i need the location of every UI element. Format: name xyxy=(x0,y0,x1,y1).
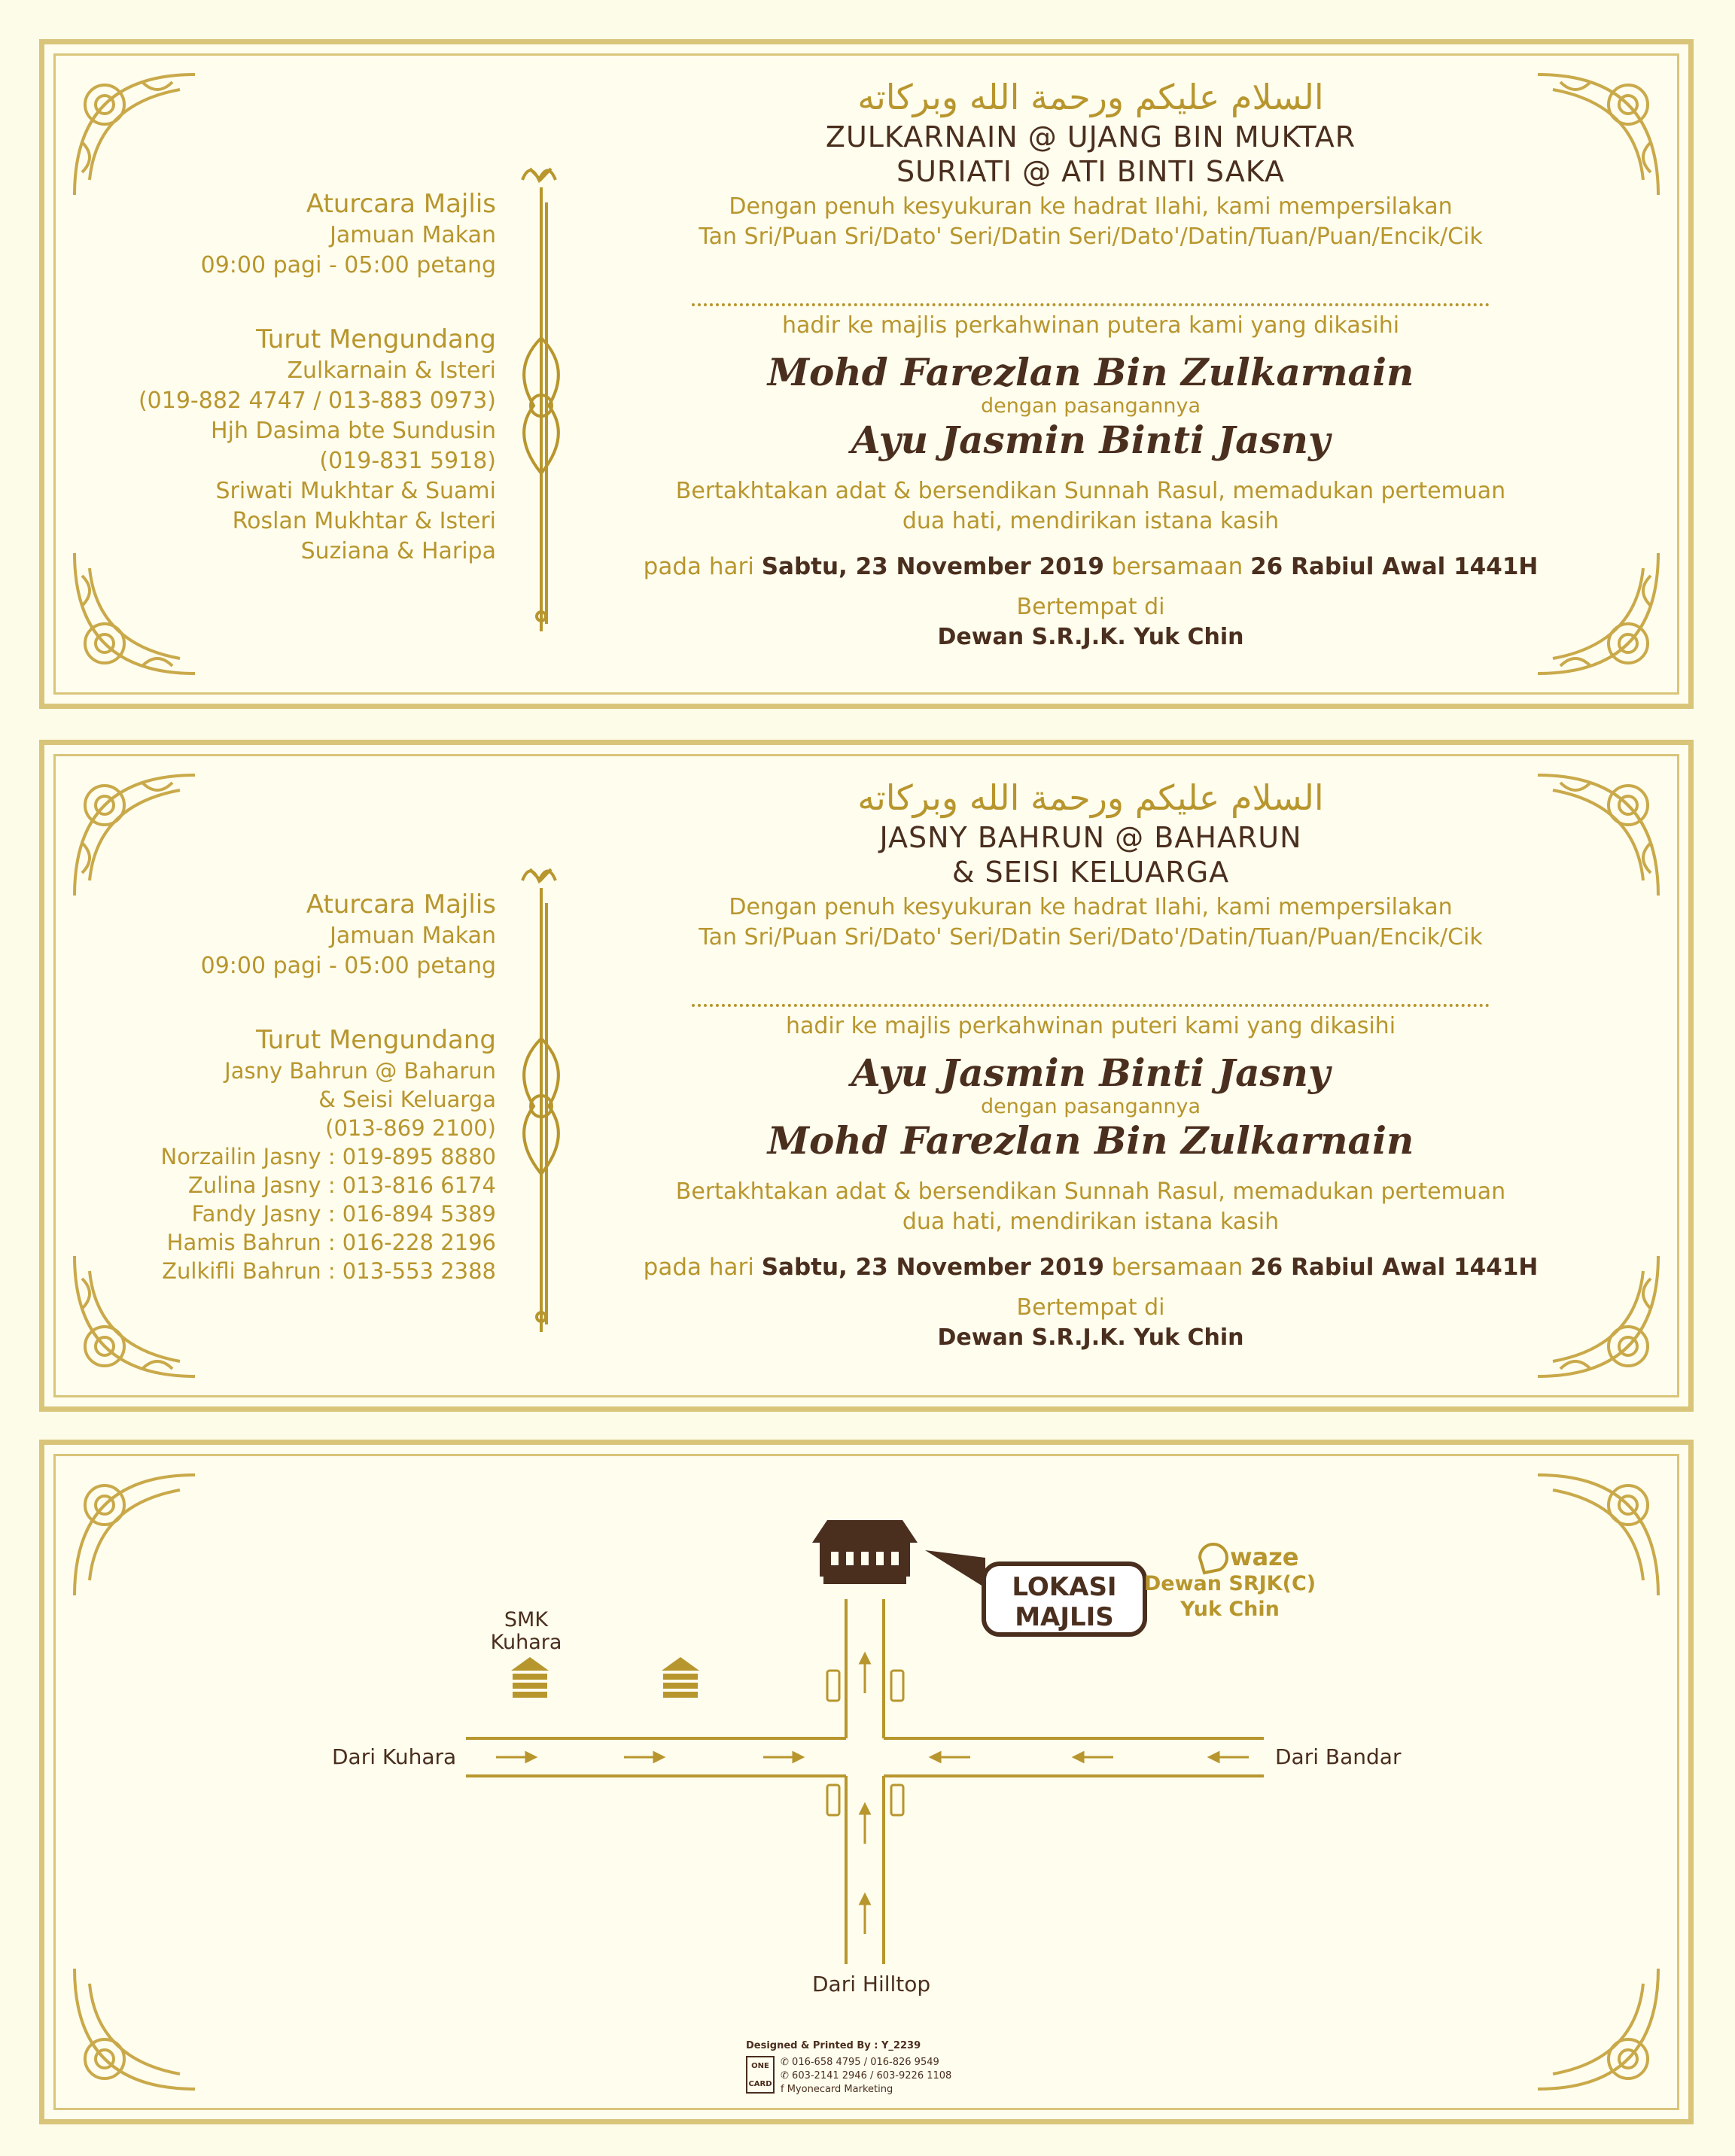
credits-facebook: Myonecard Marketing xyxy=(787,2084,893,2095)
contact-line: Fandy Jasny : 016-894 5389 xyxy=(191,1201,496,1227)
contact-line: Sriwati Mukhtar & Suami xyxy=(215,478,496,504)
date-hijri: 26 Rabiul Awal 1441H xyxy=(1250,1254,1539,1281)
date-gregorian: Sabtu, 23 November 2019 xyxy=(761,553,1104,580)
adat-line-1: Bertakhtakan adat & bersendikan Sunnah Rasul, memadukan pertemuan xyxy=(675,478,1506,504)
with-partner-label: dengan pasangannya xyxy=(980,394,1201,418)
contacts-list xyxy=(105,356,496,567)
contact-line: & Seisi Keluarga xyxy=(318,1087,496,1112)
corner-ornament-icon xyxy=(1523,1241,1673,1391)
lokasi-line-1: LOKASI xyxy=(1012,1572,1117,1602)
date-line xyxy=(639,1252,1542,1282)
name-dotted-line xyxy=(692,303,1490,306)
credits-title: Designed & Printed By : Y_2239 xyxy=(746,2040,921,2051)
contact-line: Zulkifli Bahrun : 013-553 2388 xyxy=(162,1258,496,1284)
left-column xyxy=(105,888,496,1355)
date-line xyxy=(639,552,1542,582)
adat-line-2: dua hati, mendirikan istana kasih xyxy=(902,508,1280,534)
location-map-card xyxy=(39,1440,1694,2124)
invitation-card-bride xyxy=(39,740,1694,1412)
name-dotted-line xyxy=(692,1004,1490,1007)
invite-line-1: Dengan penuh kesyukuran ke hadrat Ilahi, kami mempersilakan xyxy=(729,193,1453,220)
partner-name: Ayu Jasmin Binti Jasny xyxy=(851,418,1331,462)
aturcara-heading: Aturcara Majlis xyxy=(306,189,496,219)
center-column xyxy=(639,775,1542,1353)
time-label: 09:00 pagi - 05:00 petang xyxy=(200,953,496,979)
from-bandar-label: Dari Bandar xyxy=(1275,1744,1402,1769)
lokasi-line-2: MAJLIS xyxy=(1015,1602,1114,1632)
host-line-2: SURIATI @ ATI BINTI SAKA xyxy=(896,155,1285,188)
contact-line: Zulkarnain & Isteri xyxy=(287,357,496,384)
onecard-logo: ONE CARD xyxy=(746,2056,775,2094)
contact-line: Hamis Bahrun : 016-228 2196 xyxy=(166,1230,496,1255)
road-map xyxy=(44,1445,1688,2119)
lokasi-majlis-label xyxy=(982,1562,1147,1637)
left-column xyxy=(105,187,496,654)
adat-line-2: dua hati, mendirikan istana kasih xyxy=(902,1209,1280,1235)
date-mid: bersamaan xyxy=(1103,1254,1251,1281)
date-hijri: 26 Rabiul Awal 1441H xyxy=(1250,553,1539,580)
from-hilltop-label: Dari Hilltop xyxy=(812,1972,931,1996)
contact-line: Roslan Mukhtar & Isteri xyxy=(232,508,496,534)
corner-ornament-icon xyxy=(1523,760,1673,911)
primary-name: Mohd Farezlan Bin Zulkarnain xyxy=(767,350,1414,394)
date-prefix: pada hari xyxy=(643,1254,762,1281)
contact-line: Hjh Dasima bte Sundusin xyxy=(211,418,496,444)
waze-place xyxy=(1143,1571,1316,1622)
arabic-greeting: السلام عليكم ورحمة الله وبركاته xyxy=(857,77,1324,117)
invite-line-2: Tan Sri/Puan Sri/Dato' Seri/Datin Seri/Dato'/Datin/Tuan/Puan/Encik/Cik xyxy=(699,224,1483,250)
invite-line-2: Tan Sri/Puan Sri/Dato' Seri/Datin Seri/Dato'/Datin/Tuan/Puan/Encik/Cik xyxy=(699,924,1483,950)
center-column xyxy=(639,75,1542,652)
time-label: 09:00 pagi - 05:00 petang xyxy=(200,252,496,278)
school-icon xyxy=(511,1657,699,1698)
date-prefix: pada hari xyxy=(643,553,762,580)
venue-name: Dewan S.R.J.K. Yuk Chin xyxy=(937,624,1244,650)
turut-heading: Turut Mengundang xyxy=(256,324,496,354)
primary-name: Ayu Jasmin Binti Jasny xyxy=(851,1051,1331,1095)
contact-line: Suziana & Haripa xyxy=(300,538,496,564)
host-line-2: & SEISI KELUARGA xyxy=(951,856,1230,889)
venue-name: Dewan S.R.J.K. Yuk Chin xyxy=(937,1324,1244,1351)
turut-heading: Turut Mengundang xyxy=(256,1025,496,1055)
contacts-list xyxy=(105,1057,496,1285)
invitation-card-groom xyxy=(39,39,1694,709)
contact-line: Jasny Bahrun @ Baharun xyxy=(224,1058,496,1084)
smk-line-2: Kuhara xyxy=(490,1631,562,1654)
contact-line: (019-831 5918) xyxy=(319,448,496,474)
divider-ornament-icon xyxy=(507,157,575,639)
with-partner-label: dengan pasangannya xyxy=(980,1095,1201,1118)
partner-name: Mohd Farezlan Bin Zulkarnain xyxy=(767,1118,1414,1163)
programme-block xyxy=(105,888,496,981)
attend-line: hadir ke majlis perkahwinan puteri kami yang dikasihi xyxy=(785,1013,1396,1039)
credits-phone-1: 016-658 4795 / 016-826 9549 xyxy=(792,2057,939,2068)
contact-line: (019-882 4747 / 013-883 0973) xyxy=(138,388,496,414)
smk-line-1: SMK xyxy=(504,1608,549,1631)
arabic-greeting: السلام عليكم ورحمة الله وبركاته xyxy=(857,777,1324,818)
venue-label: Bertempat di xyxy=(1016,1294,1165,1321)
host-line-1: JASNY BAHRUN @ BAHARUN xyxy=(879,821,1302,854)
smk-kuhara-label xyxy=(481,1609,571,1654)
adat-line-1: Bertakhtakan adat & bersendikan Sunnah Rasul, memadukan pertemuan xyxy=(675,1178,1506,1205)
programme-block xyxy=(105,187,496,281)
corner-ornament-icon xyxy=(1523,538,1673,689)
attend-line: hadir ke majlis perkahwinan putera kami yang dikasihi xyxy=(781,312,1400,339)
waze-place-line-1: Dewan SRJK(C) xyxy=(1143,1572,1316,1595)
jamuan-label: Jamuan Makan xyxy=(330,222,496,248)
waze-place-line-2: Yuk Chin xyxy=(1180,1598,1280,1621)
host-line-1: ZULKARNAIN @ UJANG BIN MUKTAR xyxy=(825,120,1356,154)
aturcara-heading: Aturcara Majlis xyxy=(306,889,496,920)
jamuan-label: Jamuan Makan xyxy=(330,923,496,949)
venue-label: Bertempat di xyxy=(1016,594,1165,620)
waze-label: waze xyxy=(1230,1543,1299,1571)
phone-icon: ✆ xyxy=(781,2070,789,2081)
date-mid: bersamaan xyxy=(1103,553,1251,580)
contact-line: Norzailin Jasny : 019-895 8880 xyxy=(160,1144,496,1169)
credits-phone-2: 603-2141 2946 / 603-9226 1108 xyxy=(792,2070,952,2081)
whatsapp-icon: ✆ xyxy=(781,2057,789,2068)
from-kuhara-label: Dari Kuhara xyxy=(332,1744,457,1769)
facebook-icon: f xyxy=(781,2084,784,2095)
credits-contacts xyxy=(781,2056,951,2097)
invite-line-1: Dengan penuh kesyukuran ke hadrat Ilahi, kami mempersilakan xyxy=(729,894,1453,920)
date-gregorian: Sabtu, 23 November 2019 xyxy=(761,1254,1104,1281)
turut-block xyxy=(105,323,496,567)
corner-ornament-icon xyxy=(1523,59,1673,210)
contact-line: Zulina Jasny : 013-816 6174 xyxy=(187,1172,496,1198)
divider-ornament-icon xyxy=(507,858,575,1340)
turut-block xyxy=(105,1023,496,1285)
contact-line: (013-869 2100) xyxy=(325,1115,496,1141)
waze-icon xyxy=(1200,1544,1227,1573)
